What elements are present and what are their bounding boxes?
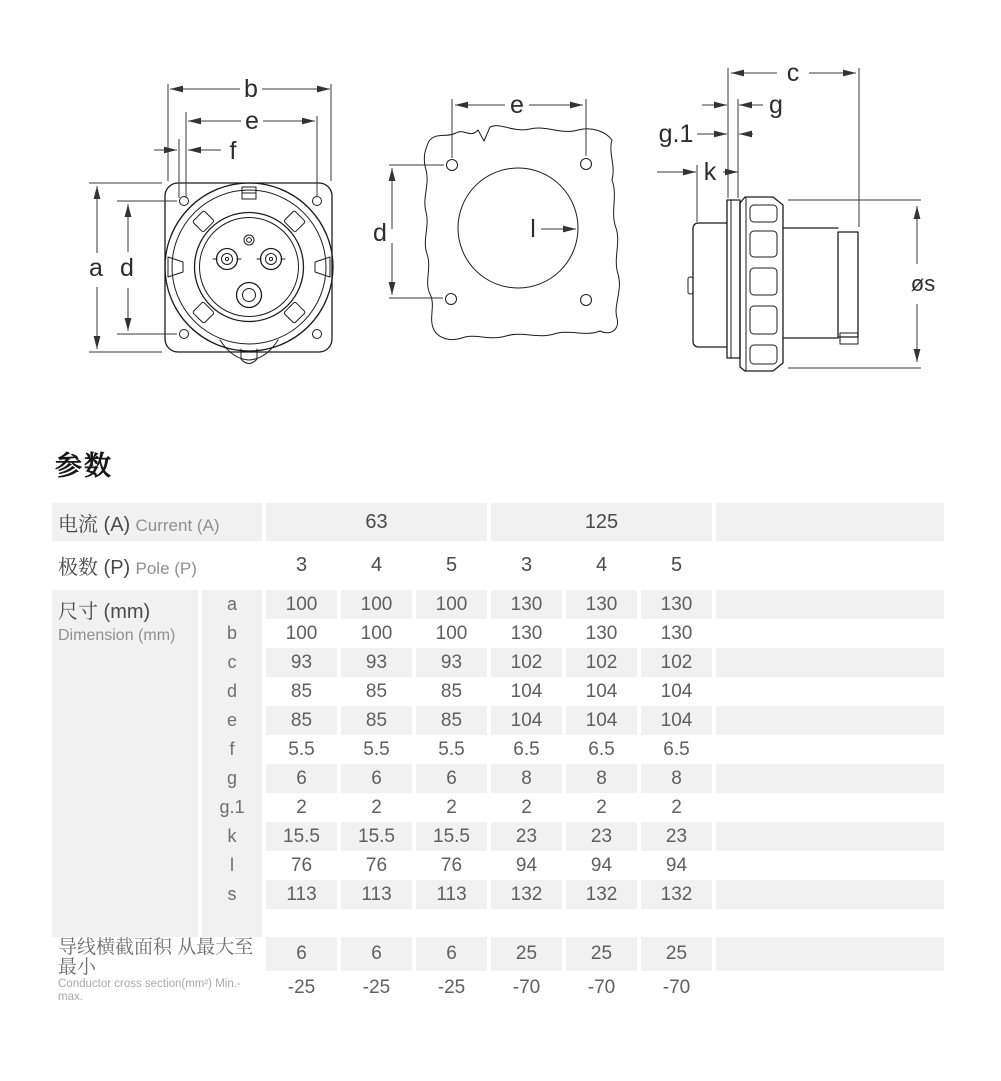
dim-value: 5.5	[438, 738, 465, 760]
side-view-dimension-lines	[657, 59, 935, 368]
dim-value: 100	[266, 590, 337, 619]
dim-value: 2	[446, 796, 457, 818]
current-row	[52, 503, 944, 541]
dim-value: 85	[290, 680, 313, 702]
dim-right-cell	[716, 822, 944, 851]
dim-value: 2	[671, 796, 682, 818]
conductor-min: 25	[491, 937, 562, 971]
dim-key: k	[202, 822, 262, 851]
dim-value: 100	[435, 622, 468, 644]
current-group-125: 125	[491, 503, 712, 541]
dim-value: 113	[266, 880, 337, 909]
conductor-right-cell	[716, 937, 944, 971]
dim-value: 6.5	[513, 738, 540, 760]
dim-key: s	[202, 880, 262, 909]
dim-value: 2	[596, 796, 607, 818]
front-view-body	[165, 183, 333, 364]
dim-value: 8	[566, 764, 637, 793]
dim-value: 8	[641, 764, 712, 793]
conductor-min: 6	[416, 937, 487, 971]
dim-value: 130	[510, 622, 543, 644]
spacer-cell	[266, 909, 337, 937]
pole-row	[52, 541, 944, 590]
dim-value: 76	[365, 854, 388, 876]
pole-value: 3	[520, 554, 533, 576]
dim-value: 23	[641, 822, 712, 851]
dim-key: l	[202, 851, 262, 880]
dim-value: 94	[665, 854, 688, 876]
dim-value: 94	[590, 854, 613, 876]
current-right-cell	[716, 503, 944, 541]
dim-value: 113	[341, 880, 412, 909]
spacer-cell	[641, 909, 712, 937]
front-view-diagram	[89, 75, 333, 364]
dim-label-g: g	[769, 91, 783, 119]
conductor-max: -70	[512, 977, 541, 998]
dim-label-e2: e	[510, 91, 524, 119]
conductor-label-cell	[52, 937, 262, 1005]
dim-value: 104	[510, 680, 543, 702]
current-group-63: 63	[266, 503, 487, 541]
dim-key: g.1	[202, 793, 262, 822]
dim-value: 104	[660, 680, 693, 702]
dim-value: 85	[440, 680, 463, 702]
side-view-body	[688, 197, 858, 371]
dim-right-cell	[716, 648, 944, 677]
spacer-cell	[202, 909, 262, 937]
conductor-right-cell	[716, 971, 944, 1005]
current-label-en: Current (A)	[135, 515, 220, 535]
dim-value: 102	[491, 648, 562, 677]
panel-cutout-diagram	[373, 91, 619, 340]
dim-key: c	[202, 648, 262, 677]
dim-value: 132	[641, 880, 712, 909]
conductor-max: -25	[287, 977, 316, 998]
dim-value: 102	[641, 648, 712, 677]
dim-value: 85	[416, 706, 487, 735]
dim-value: 104	[566, 706, 637, 735]
dim-value: 76	[440, 854, 463, 876]
dim-value: 130	[641, 590, 712, 619]
dim-label-l: l	[530, 215, 536, 243]
dim-label-d: d	[120, 254, 134, 282]
dim-value: 2	[296, 796, 307, 818]
dim-right-cell	[716, 880, 944, 909]
conductor-label-zh: 导线横截面积 从最大至最小	[58, 937, 254, 978]
dim-right-cell	[716, 590, 944, 619]
conductor-max: -70	[587, 977, 616, 998]
parameters-table	[48, 503, 948, 1005]
dim-value: 130	[566, 590, 637, 619]
dimension-label-en: Dimension (mm)	[58, 627, 176, 644]
dim-value: 5.5	[288, 738, 315, 760]
dim-right-cell	[716, 735, 944, 764]
dim-value: 5.5	[363, 738, 390, 760]
conductor-max: -25	[437, 977, 466, 998]
dim-value: 6	[266, 764, 337, 793]
dim-key: d	[202, 677, 262, 706]
dim-value: 15.5	[341, 822, 412, 851]
dim-value: 132	[566, 880, 637, 909]
dim-label-c: c	[786, 59, 800, 87]
dim-right-cell	[716, 793, 944, 822]
dim-value: 6	[341, 764, 412, 793]
parameters-table-wrap	[48, 503, 948, 1005]
dim-value: 113	[416, 880, 487, 909]
dim-value: 23	[566, 822, 637, 851]
current-label-zh: 电流 (A)	[58, 513, 131, 536]
conductor-max: -70	[662, 977, 691, 998]
dim-value: 6	[416, 764, 487, 793]
dimension-label-cell	[52, 590, 198, 937]
panel-outline	[424, 126, 619, 340]
dim-right-cell	[716, 619, 944, 648]
dim-value: 93	[341, 648, 412, 677]
pole-value: 3	[295, 554, 308, 576]
conductor-min: 6	[341, 937, 412, 971]
dim-value: 93	[416, 648, 487, 677]
dim-value: 15.5	[266, 822, 337, 851]
dim-right-cell	[716, 706, 944, 735]
dim-key: e	[202, 706, 262, 735]
dim-value: 104	[491, 706, 562, 735]
dim-label-d2: d	[373, 219, 387, 247]
front-view-dimension-lines	[89, 75, 331, 352]
dim-value: 100	[341, 590, 412, 619]
dim-right-cell	[716, 677, 944, 706]
dim-value: 94	[515, 854, 538, 876]
pole-label-zh: 极数 (P)	[58, 557, 131, 579]
contact-holes	[213, 235, 285, 308]
dim-value: 100	[360, 622, 393, 644]
dim-value: 23	[491, 822, 562, 851]
pole-value: 5	[670, 554, 683, 576]
pole-label-cell	[52, 541, 262, 590]
pole-value: 5	[445, 554, 458, 576]
dim-label-a: a	[89, 254, 103, 282]
conductor-min-row	[52, 937, 944, 971]
dim-value: 76	[290, 854, 313, 876]
pole-value: 4	[370, 554, 383, 576]
side-view-diagram	[657, 59, 935, 371]
dim-label-b: b	[244, 75, 258, 103]
dim-right-cell	[716, 851, 944, 880]
dimension-label-zh: 尺寸 (mm)	[58, 601, 151, 623]
dim-value: 6.5	[663, 738, 690, 760]
dim-value: 8	[491, 764, 562, 793]
dim-value: 102	[566, 648, 637, 677]
dim-value: 130	[491, 590, 562, 619]
spacer-cell	[491, 909, 562, 937]
dim-value: 100	[285, 622, 318, 644]
cutout-dimension-lines	[373, 91, 586, 298]
dim-label-k: k	[703, 158, 717, 186]
dim-value: 15.5	[416, 822, 487, 851]
dim-label-e: e	[245, 107, 259, 135]
pole-label-en: Pole (P)	[135, 559, 197, 578]
spacer-cell	[566, 909, 637, 937]
dim-value: 100	[416, 590, 487, 619]
pole-right-cell	[716, 541, 944, 590]
dim-value: 2	[521, 796, 532, 818]
page-title: 参数	[55, 451, 113, 481]
dim-value: 130	[585, 622, 618, 644]
dim-label-s: øs	[910, 271, 936, 296]
dim-value: 93	[266, 648, 337, 677]
dim-value: 85	[365, 680, 388, 702]
spacer-cell	[716, 909, 944, 937]
conductor-label-en: Conductor cross section(mm²) Min.-max.	[58, 978, 241, 1003]
dim-value: 6.5	[588, 738, 615, 760]
dim-key: b	[202, 619, 262, 648]
pole-value: 4	[595, 554, 608, 576]
dim-value: 132	[491, 880, 562, 909]
dim-value: 2	[371, 796, 382, 818]
conductor-min: 25	[566, 937, 637, 971]
technical-drawings	[0, 0, 1001, 440]
dim-key: a	[202, 590, 262, 619]
dim-key: f	[202, 735, 262, 764]
spacer-cell	[341, 909, 412, 937]
dim-value: 104	[641, 706, 712, 735]
dim-value: 85	[266, 706, 337, 735]
current-label-cell	[52, 503, 262, 541]
dim-key: g	[202, 764, 262, 793]
conductor-min: 6	[266, 937, 337, 971]
dim-right-cell	[716, 764, 944, 793]
dim-value: 104	[585, 680, 618, 702]
spacer-cell	[416, 909, 487, 937]
dim-value: 130	[660, 622, 693, 644]
dim-label-f: f	[229, 137, 237, 165]
conductor-min: 25	[641, 937, 712, 971]
dim-label-g1: g.1	[658, 120, 694, 148]
dim-value: 85	[341, 706, 412, 735]
conductor-max: -25	[362, 977, 391, 998]
dim-row-a	[52, 590, 944, 619]
